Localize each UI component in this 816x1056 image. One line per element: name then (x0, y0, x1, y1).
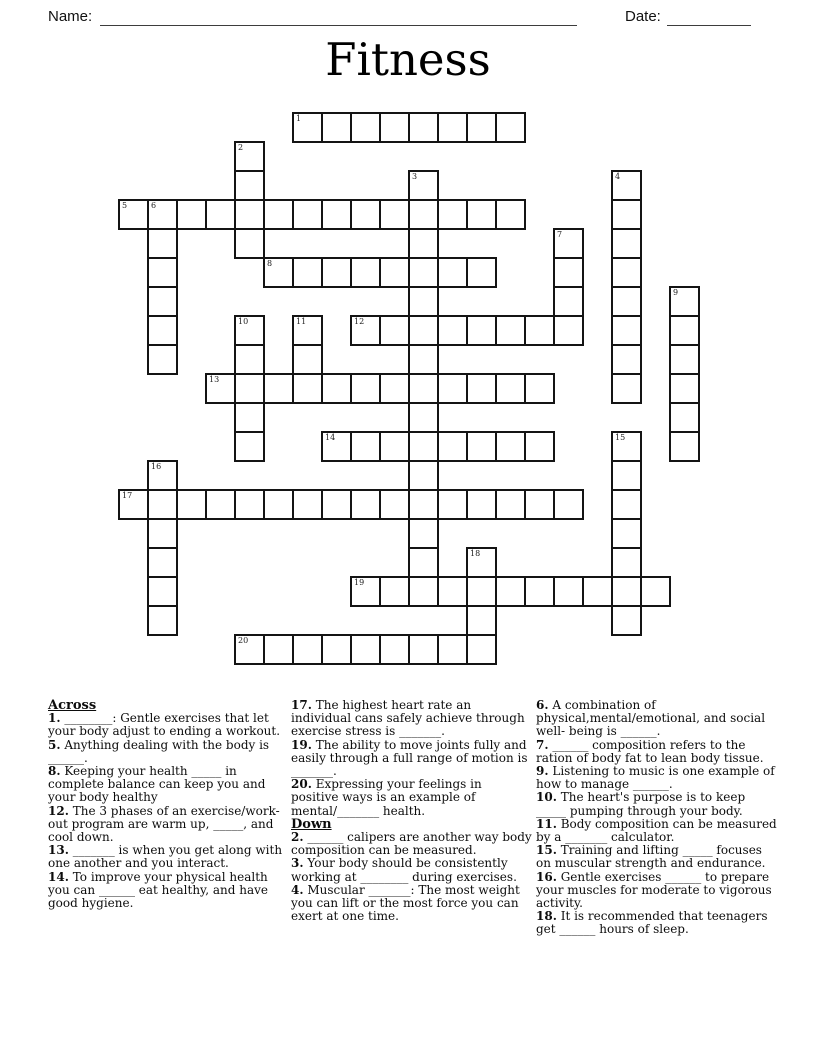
grid-cell[interactable] (466, 634, 497, 665)
clue-number: 10. (536, 790, 557, 805)
grid-cell[interactable] (669, 344, 700, 375)
cell-number: 16 (151, 462, 162, 471)
grid-cell[interactable] (495, 576, 526, 607)
clue-text: The ability to move joints fully and easily through a full range of motion is _______. (291, 737, 528, 779)
clue-number: 18. (536, 909, 557, 924)
clue-text: The highest heart rate an individual cans safely achieve through exercise stress is _______. (291, 698, 525, 739)
grid-cell[interactable] (147, 344, 178, 375)
grid-cell[interactable] (611, 257, 642, 288)
grid-cell[interactable] (263, 257, 294, 288)
grid-cell[interactable] (147, 547, 178, 578)
clue-11 (536, 818, 777, 844)
clue-text: It is recommended that teenagers get ______ hours of sleep. (536, 909, 768, 937)
clue-3 (291, 857, 532, 883)
cell-number: 3 (412, 172, 418, 181)
grid-cell[interactable] (553, 315, 584, 346)
grid-cell[interactable] (379, 373, 410, 404)
grid-cell[interactable] (350, 489, 381, 520)
grid-cell[interactable] (379, 257, 410, 288)
clue-16 (536, 871, 777, 911)
grid-cell[interactable] (495, 431, 526, 462)
clue-heading-across: Across (48, 698, 97, 713)
cell-number: 18 (470, 549, 481, 558)
cell-number: 8 (267, 259, 273, 268)
grid-cell[interactable] (466, 605, 497, 636)
grid-cell[interactable] (263, 634, 294, 665)
clue-13 (48, 844, 289, 870)
clue-text: ________: Gentle exercises that let your body adjust to ending a workout. (48, 711, 281, 739)
grid-cell[interactable] (234, 634, 265, 665)
grid-cell[interactable] (321, 489, 352, 520)
cell-number: 14 (325, 433, 336, 442)
grid-cell[interactable] (321, 634, 352, 665)
grid-cell[interactable] (611, 344, 642, 375)
grid-cell[interactable] (611, 431, 642, 462)
grid-cell[interactable] (553, 576, 584, 607)
grid-cell[interactable] (408, 373, 439, 404)
cell-number: 6 (151, 201, 157, 210)
grid-cell[interactable] (611, 460, 642, 491)
grid-cell[interactable] (147, 257, 178, 288)
clue-number: 4. (291, 882, 304, 897)
grid-cell[interactable] (437, 257, 468, 288)
grid-cell[interactable] (437, 634, 468, 665)
grid-cell[interactable] (611, 373, 642, 404)
cell-number: 12 (354, 317, 365, 326)
grid-cell[interactable] (553, 489, 584, 520)
grid-cell[interactable] (553, 257, 584, 288)
grid-cell[interactable] (234, 431, 265, 462)
grid-cell[interactable] (292, 373, 323, 404)
cell-number: 5 (122, 201, 128, 210)
clue-1 (48, 712, 289, 738)
clue-number: 6. (536, 698, 549, 712)
cell-number: 11 (296, 317, 307, 326)
grid-cell[interactable] (234, 141, 265, 172)
grid-cell[interactable] (263, 373, 294, 404)
grid-cell[interactable] (292, 634, 323, 665)
clue-6 (536, 699, 777, 739)
grid-cell[interactable] (147, 605, 178, 636)
grid-cell[interactable] (379, 315, 410, 346)
clue-column (48, 699, 289, 910)
grid-cell[interactable] (234, 402, 265, 433)
grid-cell[interactable] (408, 170, 439, 201)
grid-cell[interactable] (408, 344, 439, 375)
clue-19 (291, 739, 532, 779)
clue-number: 13. (48, 843, 69, 858)
grid-cell[interactable] (408, 257, 439, 288)
clue-20 (291, 778, 532, 818)
clue-text: Keeping your health _____ in complete balance can keep you and your body healthy (48, 764, 266, 805)
grid-cell[interactable] (466, 547, 497, 578)
grid-cell[interactable] (408, 228, 439, 259)
clue-18 (536, 910, 777, 936)
grid-cell[interactable] (524, 431, 555, 462)
clue-number: 11. (536, 816, 557, 831)
grid-cell[interactable] (466, 315, 497, 346)
clue-17 (291, 699, 532, 739)
grid-cell[interactable] (437, 431, 468, 462)
grid-cell[interactable] (234, 199, 265, 230)
grid-cell[interactable] (466, 257, 497, 288)
grid-cell[interactable] (437, 315, 468, 346)
clue-number: 15. (536, 843, 557, 858)
cell-number: 20 (238, 636, 249, 645)
grid-cell[interactable] (669, 402, 700, 433)
cell-number: 13 (209, 375, 220, 384)
grid-cell[interactable] (408, 402, 439, 433)
grid-cell[interactable] (234, 489, 265, 520)
clue-number: 20. (291, 777, 312, 792)
grid-cell[interactable] (640, 576, 671, 607)
clue-text: To improve your physical health you can ______ eat healthy, and have good hygiene. (48, 869, 269, 911)
grid-cell[interactable] (408, 547, 439, 578)
grid-cell[interactable] (611, 576, 642, 607)
grid-cell[interactable] (611, 199, 642, 230)
grid-cell[interactable] (524, 373, 555, 404)
grid-cell[interactable] (611, 286, 642, 317)
cell-number: 2 (238, 143, 244, 152)
grid-cell[interactable] (582, 576, 613, 607)
grid-cell[interactable] (292, 112, 323, 143)
grid-cell[interactable] (466, 112, 497, 143)
grid-cell[interactable] (495, 489, 526, 520)
grid-cell[interactable] (205, 489, 236, 520)
grid-cell[interactable] (495, 112, 526, 143)
grid-cell[interactable] (437, 489, 468, 520)
clue-5 (48, 739, 289, 765)
grid-cell[interactable] (408, 199, 439, 230)
grid-cell[interactable] (263, 199, 294, 230)
grid-cell[interactable] (408, 489, 439, 520)
grid-cell[interactable] (292, 344, 323, 375)
grid-cell[interactable] (437, 373, 468, 404)
clue-14 (48, 871, 289, 911)
grid-cell[interactable] (147, 576, 178, 607)
grid-cell[interactable] (495, 373, 526, 404)
cell-number: 4 (615, 172, 621, 181)
clue-text: Training and lifting _____ focuses on muscular strength and endurance. (536, 843, 766, 871)
grid-cell[interactable] (205, 199, 236, 230)
clue-text: Gentle exercises ______ to prepare your muscles for moderate to vigorous activity. (536, 869, 772, 911)
grid-cell[interactable] (669, 286, 700, 317)
clue-text: A combination of physical,mental/emotional, and social well- being is ______. (536, 698, 766, 739)
grid-cell[interactable] (611, 228, 642, 259)
date-label: Date: (625, 8, 661, 25)
clue-number: 14. (48, 869, 69, 884)
cell-number: 10 (238, 317, 249, 326)
grid-cell[interactable] (553, 228, 584, 259)
grid-cell[interactable] (408, 315, 439, 346)
clue-heading-down: Down (291, 816, 332, 832)
grid-cell[interactable] (118, 489, 149, 520)
clue-12 (48, 805, 289, 845)
grid-cell[interactable] (611, 518, 642, 549)
grid-cell[interactable] (611, 170, 642, 201)
clue-text: Listening to music is one example of how to manage ______. (536, 764, 775, 792)
clue-9 (536, 765, 777, 791)
grid-cell[interactable] (234, 373, 265, 404)
grid-cell[interactable] (611, 489, 642, 520)
date-blank-line[interactable] (667, 25, 751, 26)
name-blank-line[interactable] (100, 25, 577, 26)
clue-7 (536, 739, 777, 765)
grid-cell[interactable] (321, 199, 352, 230)
grid-cell[interactable] (379, 576, 410, 607)
grid-cell[interactable] (495, 315, 526, 346)
page-title: Fitness (325, 33, 491, 86)
grid-cell[interactable] (147, 460, 178, 491)
grid-cell[interactable] (669, 373, 700, 404)
grid-cell[interactable] (234, 170, 265, 201)
grid-cell[interactable] (553, 286, 584, 317)
grid-cell[interactable] (408, 634, 439, 665)
grid-cell[interactable] (292, 489, 323, 520)
cell-number: 9 (673, 288, 679, 297)
cell-number: 19 (354, 578, 365, 587)
cell-number: 17 (122, 491, 133, 500)
grid-cell[interactable] (669, 431, 700, 462)
clue-8 (48, 765, 289, 805)
clue-column (291, 699, 532, 923)
grid-cell[interactable] (118, 199, 149, 230)
clue-number: 7. (536, 737, 549, 752)
clue-number: 5. (48, 737, 61, 752)
clue-number: 3. (291, 856, 304, 871)
grid-cell[interactable] (147, 199, 178, 230)
grid-cell[interactable] (437, 112, 468, 143)
cell-number: 1 (296, 114, 302, 123)
grid-cell[interactable] (321, 257, 352, 288)
crossword-grid (118, 112, 700, 665)
clue-4 (291, 884, 532, 924)
grid-cell[interactable] (379, 431, 410, 462)
grid-cell[interactable] (292, 199, 323, 230)
clue-number: 1. (48, 711, 61, 726)
grid-cell[interactable] (524, 489, 555, 520)
grid-cell[interactable] (408, 286, 439, 317)
grid-cell[interactable] (321, 431, 352, 462)
grid-cell[interactable] (350, 576, 381, 607)
clue-number: 17. (291, 698, 312, 712)
grid-cell[interactable] (321, 373, 352, 404)
grid-cell[interactable] (350, 634, 381, 665)
cell-number: 15 (615, 433, 626, 442)
grid-cell[interactable] (437, 576, 468, 607)
grid-cell[interactable] (466, 431, 497, 462)
clue-number: 2. (291, 830, 304, 845)
grid-cell[interactable] (350, 199, 381, 230)
grid-cell[interactable] (466, 489, 497, 520)
grid-cell[interactable] (234, 344, 265, 375)
grid-cell[interactable] (147, 518, 178, 549)
clue-text: Anything dealing with the body is ______. (48, 737, 270, 765)
grid-cell[interactable] (611, 605, 642, 636)
grid-cell[interactable] (524, 315, 555, 346)
clue-column (536, 699, 777, 937)
grid-cell[interactable] (350, 373, 381, 404)
grid-cell[interactable] (466, 199, 497, 230)
grid-cell[interactable] (263, 489, 294, 520)
grid-cell[interactable] (408, 460, 439, 491)
clue-text: Body composition can be measured by a _______ calculator. (536, 816, 777, 845)
grid-cell[interactable] (611, 547, 642, 578)
grid-cell[interactable] (147, 286, 178, 317)
clue-text: ______ composition refers to the ration of body fat to lean body tissue. (536, 737, 764, 765)
grid-cell[interactable] (176, 199, 207, 230)
grid-cell[interactable] (408, 518, 439, 549)
clue-number: 19. (291, 737, 312, 752)
grid-cell[interactable] (466, 373, 497, 404)
grid-cell[interactable] (495, 199, 526, 230)
grid-cell[interactable] (379, 634, 410, 665)
grid-cell[interactable] (379, 112, 410, 143)
clue-number: 8. (48, 764, 61, 779)
grid-cell[interactable] (147, 315, 178, 346)
grid-cell[interactable] (466, 576, 497, 607)
grid-cell[interactable] (379, 489, 410, 520)
grid-cell[interactable] (379, 199, 410, 230)
clue-10 (536, 791, 777, 817)
clue-text: ______ calipers are another way body composition can be measured. (291, 830, 532, 858)
grid-cell[interactable] (350, 112, 381, 143)
grid-cell[interactable] (437, 199, 468, 230)
clue-15 (536, 844, 777, 870)
grid-cell[interactable] (176, 489, 207, 520)
clue-number: 12. (48, 803, 69, 818)
grid-cell[interactable] (350, 431, 381, 462)
grid-cell[interactable] (611, 315, 642, 346)
clue-number: 16. (536, 869, 557, 884)
clue-text: Muscular _______: The most weight you can lift or the most force you can exert at one time. (291, 882, 520, 924)
grid-cell[interactable] (147, 228, 178, 259)
clue-text: The 3 phases of an exercise/work-out program are warm up, _____, and cool down. (48, 803, 280, 845)
grid-cell[interactable] (147, 489, 178, 520)
grid-cell[interactable] (350, 315, 381, 346)
grid-cell[interactable] (292, 315, 323, 346)
grid-cell[interactable] (350, 257, 381, 288)
grid-cell[interactable] (292, 257, 323, 288)
clue-number: 9. (536, 764, 549, 779)
grid-cell[interactable] (669, 315, 700, 346)
grid-cell[interactable] (234, 315, 265, 346)
grid-cell[interactable] (524, 576, 555, 607)
name-label: Name: (48, 8, 93, 25)
clue-text: Your body should be consistently working at ________ during exercises. (291, 856, 517, 884)
clue-text: The heart's purpose is to keep _____ pumping through your body. (536, 790, 746, 818)
grid-cell[interactable] (234, 228, 265, 259)
clue-text: _______ is when you get along with one another and you interact. (48, 843, 283, 871)
grid-cell[interactable] (408, 576, 439, 607)
clue-text: Expressing your feelings in positive ways is an example of mental/_______ health. (291, 777, 482, 818)
grid-cell[interactable] (321, 112, 352, 143)
cell-number: 7 (557, 230, 563, 239)
grid-cell[interactable] (205, 373, 236, 404)
grid-cell[interactable] (408, 112, 439, 143)
grid-cell[interactable] (408, 431, 439, 462)
clue-2 (291, 831, 532, 857)
